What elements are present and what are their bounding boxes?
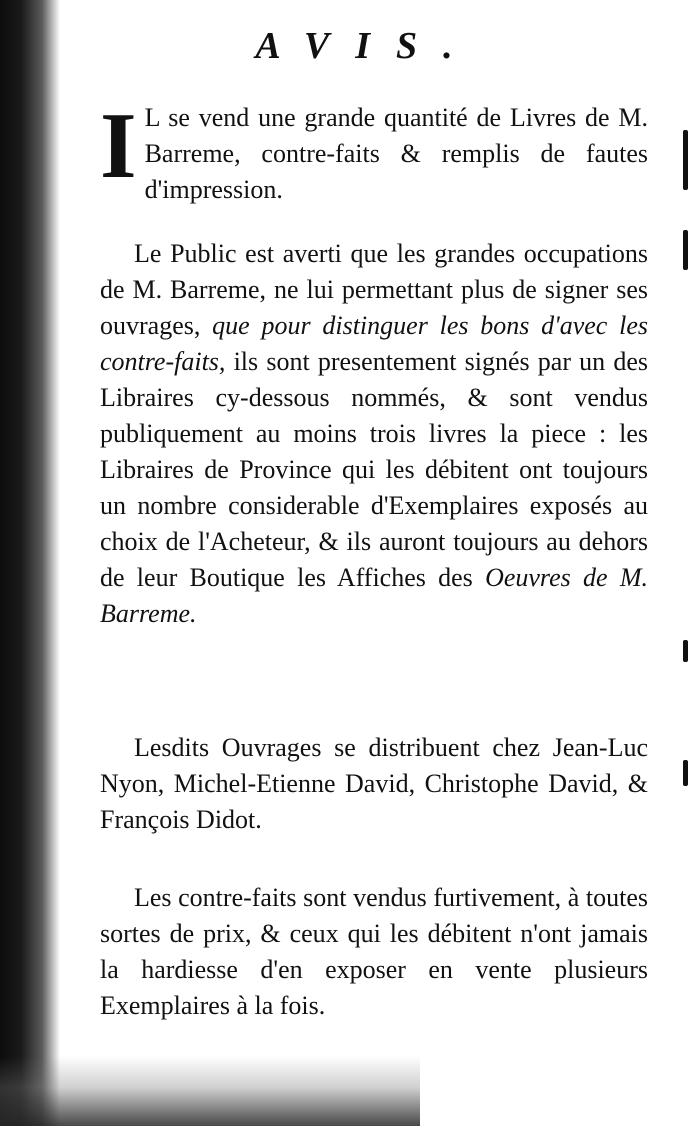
paragraph-1-text: L se vend une grande quantité de Livres de M. Barreme, contre-faits & remplis de fautes d'impression.: [144, 103, 648, 204]
gutter-mark: [683, 230, 688, 270]
gutter-mark: [683, 640, 688, 662]
page-shadow-bottom: [0, 1056, 420, 1126]
paragraph-2-italic-end: Oeuvres de M. Barreme.: [100, 563, 648, 628]
page-gutter-right: [680, 0, 694, 1126]
paragraph-4-text: Les contre-faits sont vendus furtivement, à toutes sortes de prix, & ceux qui les débitent n'ont jamais la hardiesse d'en exposer en vente plusieurs Exemplaires à la fois.: [100, 883, 648, 1020]
page-heading: AVIS.: [255, 25, 479, 67]
drop-cap: I: [100, 94, 137, 198]
paragraph-2: [100, 236, 648, 632]
paragraph-2-italic: que pour distinguer les bons d'avec les contre-faits,: [100, 311, 648, 376]
paragraph-2-middle: ils sont presentement signés par un des Libraires cy-dessous nommés, & sont vendus publiquement au moins trois livres la piece : les Libraires de Province qui les débitent ont toujours un nombre considerable d'Exemplaires exposés au choix de l'Acheteur, & ils auront toujours au dehors de leur Boutique les Affiches des: [100, 347, 648, 592]
paragraph-2-start: Le Public est averti que les grandes occupations de M. Barreme, ne lui permettant plus de signer ses ouvrages,: [100, 239, 648, 340]
gutter-mark: [683, 130, 688, 190]
page-shadow-left: [0, 0, 60, 1126]
gutter-mark: [683, 760, 688, 786]
paragraph-1: [100, 94, 648, 208]
paragraph-3: [100, 730, 648, 838]
paragraph-3-text: Lesdits Ouvrages se distribuent chez Jean-Luc Nyon, Michel-Etienne David, Christophe David, & François Didot.: [100, 733, 648, 834]
paragraph-4: [100, 880, 648, 1024]
